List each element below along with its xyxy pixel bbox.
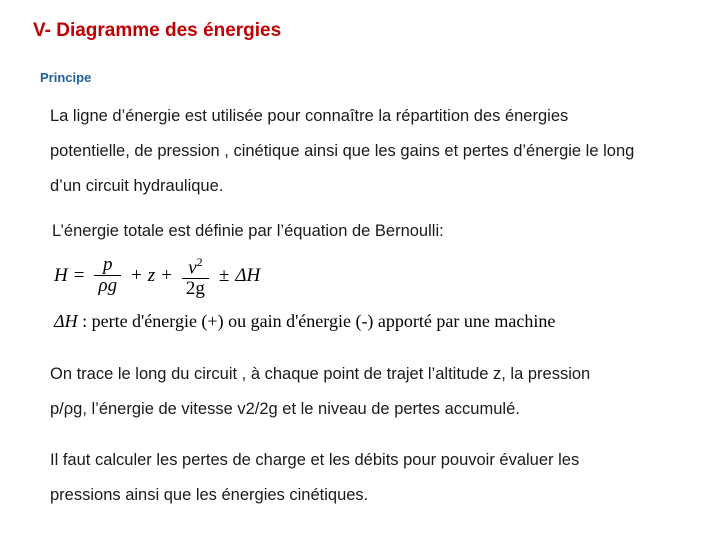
fraction-denominator: 2g xyxy=(182,278,209,299)
paragraph-conclusion xyxy=(50,443,710,513)
paragraph-line: On trace le long du circuit , à chaque point de trajet l’altitude z, la pression xyxy=(50,365,591,383)
paragraph-line: pressions ainsi que les énergies cinétiques. xyxy=(50,486,369,504)
section-subtitle: Principe xyxy=(40,70,92,85)
paragraph-trace xyxy=(50,357,710,427)
fraction-denominator: ρg xyxy=(94,275,121,296)
paragraph-intro xyxy=(50,99,710,204)
equation-lhs: H xyxy=(54,264,68,286)
delta-h-definition xyxy=(54,311,555,332)
velocity-fraction xyxy=(182,252,209,299)
paragraph-line: potentielle, de pression , cinétique ainsi que les gains et pertes d’énergie le long xyxy=(50,142,635,160)
equation-delta-h: ΔH xyxy=(235,264,261,286)
velocity-exponent: 2 xyxy=(196,255,203,269)
pressure-fraction xyxy=(94,255,121,296)
paragraph-line: d’un circuit hydraulique. xyxy=(50,177,224,195)
slide-title: V- Diagramme des énergies xyxy=(33,20,282,41)
bernoulli-equation xyxy=(54,252,260,299)
paragraph-line: La ligne d’énergie est utilisée pour connaître la répartition des énergies xyxy=(50,107,569,125)
fraction-numerator: p xyxy=(103,254,113,276)
equation-z: z xyxy=(147,264,156,286)
equation-plus-minus: ± xyxy=(218,264,230,286)
equation-plus: + xyxy=(161,264,172,286)
equation-plus: + xyxy=(131,264,142,286)
paragraph-line: Il faut calculer les pertes de charge et les débits pour pouvoir évaluer les xyxy=(50,451,580,469)
delta-h-text: : perte d'énergie (+) ou gain d'énergie (-) apporté par une machine xyxy=(77,311,556,331)
paragraph-line: L’énergie totale est définie par l’équation de Bernoulli: xyxy=(52,222,444,240)
paragraph-line: p/ρg, l’énergie de vitesse v2/2g et le niveau de pertes accumulé. xyxy=(50,400,520,418)
fraction-numerator xyxy=(184,252,206,278)
paragraph-bernoulli xyxy=(52,214,712,249)
delta-h-symbol: ΔH xyxy=(54,311,78,331)
velocity-symbol: v xyxy=(188,257,197,279)
equation-equals: = xyxy=(73,264,85,286)
